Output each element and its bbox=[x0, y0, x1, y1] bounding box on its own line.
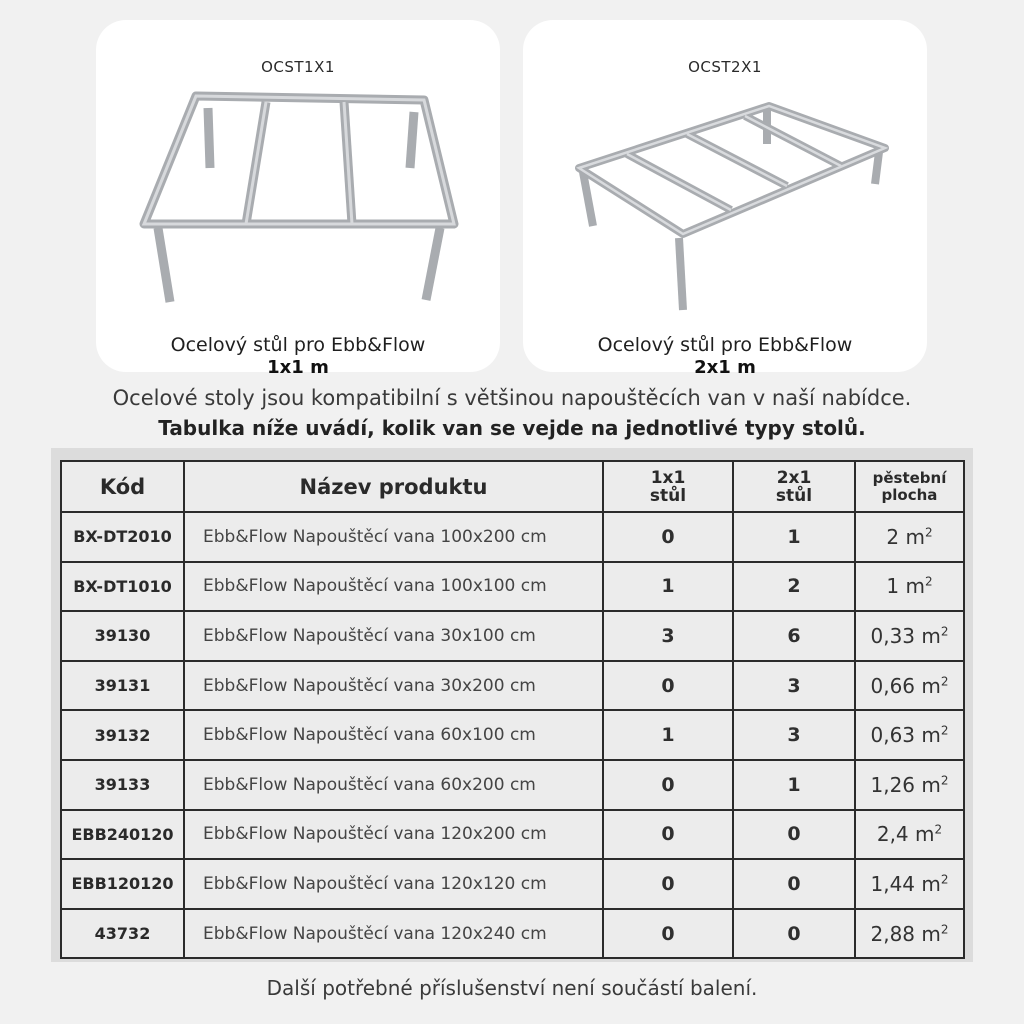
cell-product-name: Ebb&Flow Napouštěcí vana 30x200 cm bbox=[184, 661, 603, 711]
table-row bbox=[61, 909, 964, 959]
cell-area bbox=[855, 760, 964, 810]
table-row bbox=[61, 512, 964, 562]
header-line: pěstební bbox=[872, 468, 947, 487]
table-row bbox=[61, 810, 964, 860]
cell-count-1x1: 1 bbox=[603, 562, 733, 612]
area-value: 1,44 m bbox=[870, 871, 941, 896]
area-exponent: 2 bbox=[940, 673, 949, 688]
header-table-1x1 bbox=[603, 461, 733, 512]
cell-count-2x1: 3 bbox=[733, 710, 855, 760]
header-product-name: Název produktu bbox=[184, 461, 603, 512]
area-exponent: 2 bbox=[940, 723, 949, 738]
cell-code: 43732 bbox=[61, 909, 184, 959]
cell-count-1x1: 0 bbox=[603, 512, 733, 562]
table-row bbox=[61, 859, 964, 909]
cell-code: 39131 bbox=[61, 661, 184, 711]
area-exponent: 2 bbox=[924, 525, 933, 540]
area-exponent: 2 bbox=[940, 921, 949, 936]
cell-count-2x1: 0 bbox=[733, 810, 855, 860]
cell-area bbox=[855, 661, 964, 711]
cell-code: EBB240120 bbox=[61, 810, 184, 860]
cell-product-name: Ebb&Flow Napouštěcí vana 30x100 cm bbox=[184, 611, 603, 661]
compatibility-table bbox=[60, 460, 965, 959]
product-size: 1x1 m bbox=[267, 357, 329, 378]
header-table-2x1 bbox=[733, 461, 855, 512]
cell-area bbox=[855, 710, 964, 760]
cell-count-2x1: 3 bbox=[733, 661, 855, 711]
compatibility-table-panel bbox=[51, 448, 973, 962]
area-exponent: 2 bbox=[940, 773, 949, 788]
cell-area bbox=[855, 859, 964, 909]
cell-count-2x1: 0 bbox=[733, 859, 855, 909]
cell-product-name: Ebb&Flow Napouštěcí vana 100x200 cm bbox=[184, 512, 603, 562]
cell-count-2x1: 2 bbox=[733, 562, 855, 612]
compatibility-note: Ocelové stoly jsou kompatibilní s většinou napouštěcích van v naší nabídce. bbox=[112, 386, 912, 410]
cell-count-1x1: 1 bbox=[603, 710, 733, 760]
cell-area bbox=[855, 909, 964, 959]
area-value: 1 m bbox=[886, 574, 925, 599]
area-value: 2 m bbox=[886, 524, 925, 549]
steel-table-2x1-image bbox=[545, 84, 905, 320]
table-row bbox=[61, 710, 964, 760]
cell-area bbox=[855, 810, 964, 860]
header-growing-area bbox=[855, 461, 964, 512]
cell-code: 39133 bbox=[61, 760, 184, 810]
table-row bbox=[61, 562, 964, 612]
cell-product-name: Ebb&Flow Napouštěcí vana 100x100 cm bbox=[184, 562, 603, 612]
header-line: plocha bbox=[881, 485, 938, 504]
area-value: 1,26 m bbox=[870, 772, 941, 797]
header-line: 1x1 bbox=[650, 467, 686, 488]
cell-count-1x1: 0 bbox=[603, 661, 733, 711]
cell-product-name: Ebb&Flow Napouštěcí vana 120x240 cm bbox=[184, 909, 603, 959]
cell-count-2x1: 6 bbox=[733, 611, 855, 661]
area-exponent: 2 bbox=[940, 872, 949, 887]
area-exponent: 2 bbox=[934, 822, 943, 837]
product-title: Ocelový stůl pro Ebb&Flow bbox=[170, 334, 426, 356]
header-line: 2x1 bbox=[776, 467, 812, 488]
cell-code: BX-DT2010 bbox=[61, 512, 184, 562]
product-title: Ocelový stůl pro Ebb&Flow bbox=[597, 334, 853, 356]
cell-code: EBB120120 bbox=[61, 859, 184, 909]
cell-product-name: Ebb&Flow Napouštěcí vana 60x100 cm bbox=[184, 710, 603, 760]
cell-count-1x1: 0 bbox=[603, 909, 733, 959]
table-row bbox=[61, 661, 964, 711]
product-card-1x1 bbox=[96, 20, 500, 378]
area-value: 0,66 m bbox=[870, 673, 941, 698]
area-value: 2,4 m bbox=[876, 822, 935, 847]
product-code: OCST1X1 bbox=[261, 58, 335, 76]
area-value: 2,88 m bbox=[870, 921, 941, 946]
footer-note: Další potřebné příslušenství není součástí balení. bbox=[266, 976, 758, 1000]
cell-product-name: Ebb&Flow Napouštěcí vana 120x200 cm bbox=[184, 810, 603, 860]
cell-area bbox=[855, 611, 964, 661]
area-exponent: 2 bbox=[924, 574, 933, 589]
area-value: 0,63 m bbox=[870, 723, 941, 748]
steel-table-1x1-image bbox=[118, 84, 478, 320]
cell-count-1x1: 0 bbox=[603, 859, 733, 909]
cell-count-2x1: 0 bbox=[733, 909, 855, 959]
table-description: Tabulka níže uvádí, kolik van se vejde na jednotlivé typy stolů. bbox=[158, 416, 866, 440]
cell-product-name: Ebb&Flow Napouštěcí vana 120x120 cm bbox=[184, 859, 603, 909]
product-size: 2x1 m bbox=[694, 357, 756, 378]
cell-count-1x1: 0 bbox=[603, 810, 733, 860]
cell-code: BX-DT1010 bbox=[61, 562, 184, 612]
cell-count-2x1: 1 bbox=[733, 760, 855, 810]
product-code: OCST2X1 bbox=[688, 58, 762, 76]
product-card-2x1 bbox=[523, 20, 927, 378]
cell-code: 39132 bbox=[61, 710, 184, 760]
cell-area bbox=[855, 562, 964, 612]
cell-product-name: Ebb&Flow Napouštěcí vana 60x200 cm bbox=[184, 760, 603, 810]
table-row bbox=[61, 611, 964, 661]
table-row bbox=[61, 760, 964, 810]
header-code: Kód bbox=[61, 461, 184, 512]
cell-count-1x1: 0 bbox=[603, 760, 733, 810]
area-value: 0,33 m bbox=[870, 623, 941, 648]
header-line: stůl bbox=[775, 485, 813, 506]
cell-area bbox=[855, 512, 964, 562]
area-exponent: 2 bbox=[940, 624, 949, 639]
cell-code: 39130 bbox=[61, 611, 184, 661]
table-header-row bbox=[61, 461, 964, 512]
header-line: stůl bbox=[649, 485, 687, 506]
cell-count-1x1: 3 bbox=[603, 611, 733, 661]
cell-count-2x1: 1 bbox=[733, 512, 855, 562]
